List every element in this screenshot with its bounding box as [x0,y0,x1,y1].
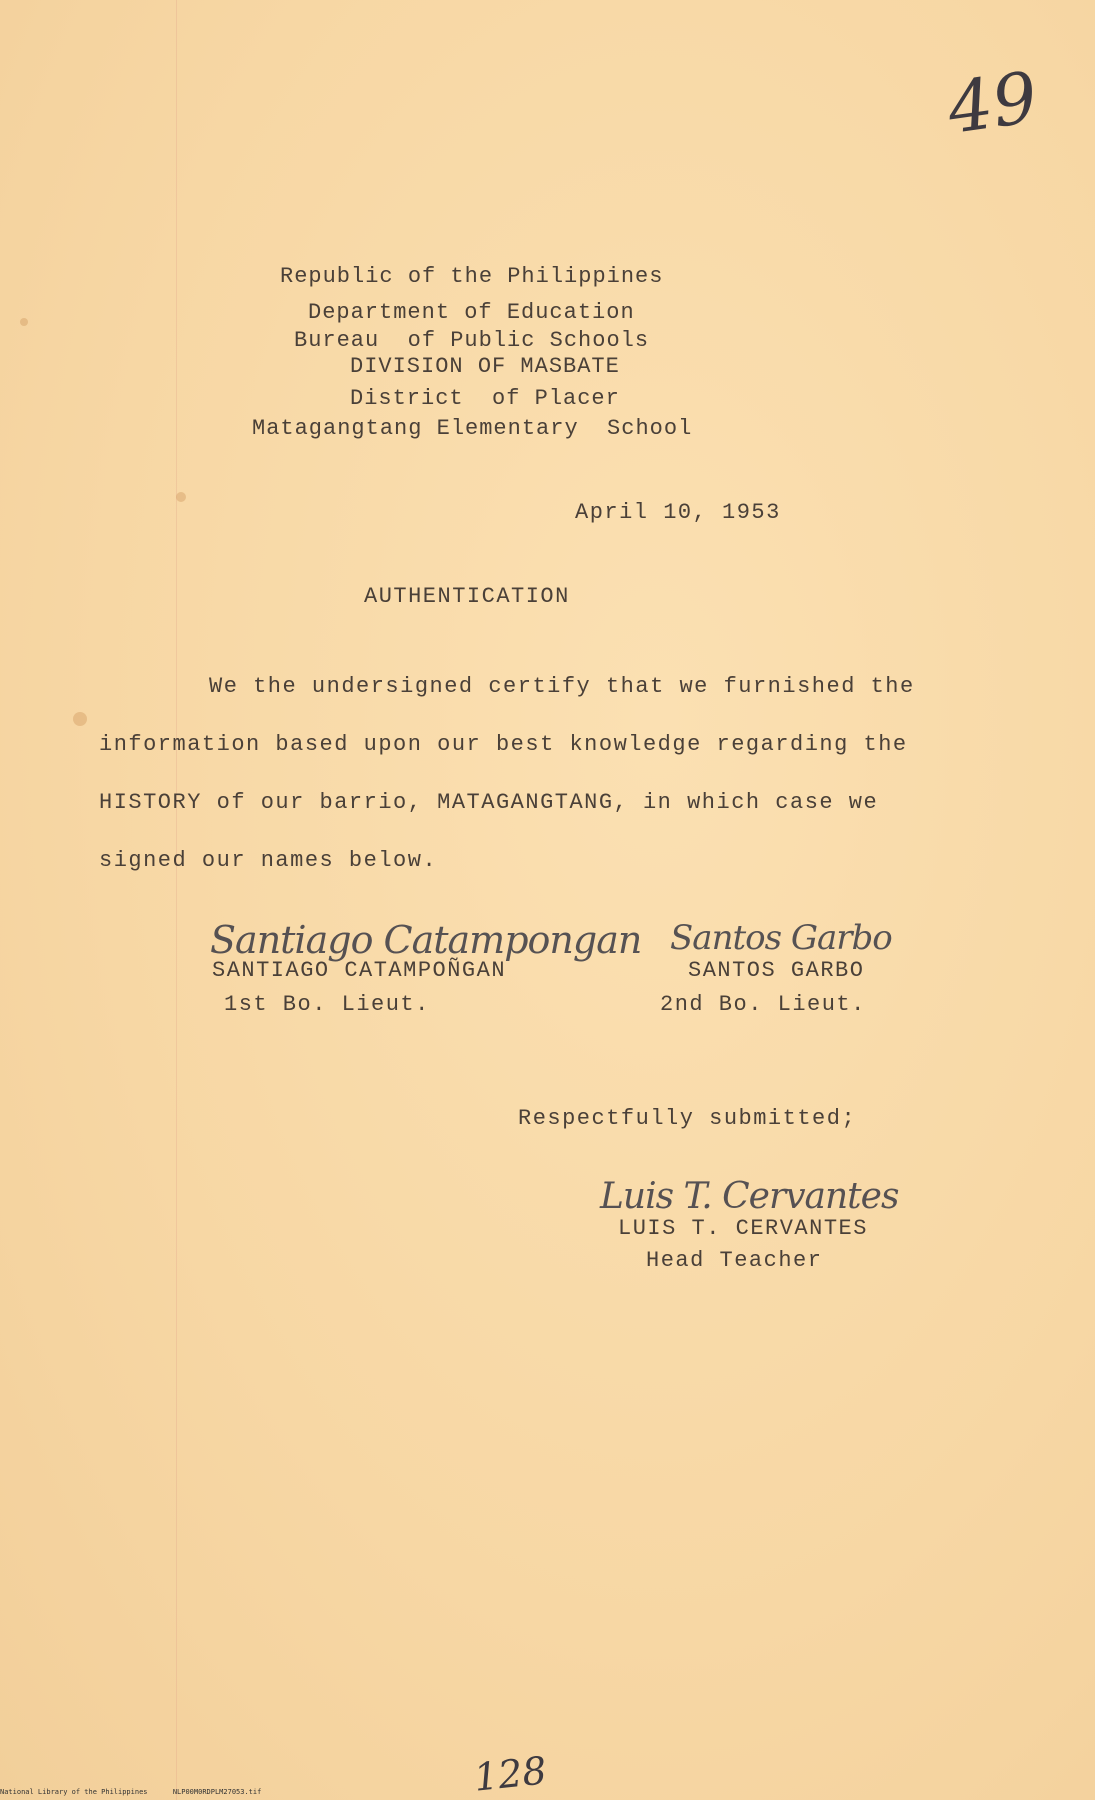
document-date: April 10, 1953 [575,500,781,525]
margin-rule [176,0,177,1800]
header-district: District of Placer [350,386,620,411]
submitter-title: Head Teacher [646,1248,823,1273]
paper-stain [20,318,28,326]
footer-credit: National Library of the Philippines [0,1788,148,1796]
body-line-4: signed our names below. [99,848,438,873]
signatory-title-2: 2nd Bo. Lieut. [660,992,866,1017]
document-title: AUTHENTICATION [364,584,570,609]
header-school: Matagangtang Elementary School [252,416,693,441]
handwritten-footer-number: 128 [471,1748,549,1800]
paper-stain [176,492,186,502]
header-department: Department of Education [308,300,635,325]
paper-stain [73,712,87,726]
signatory-title-1: 1st Bo. Lieut. [224,992,430,1017]
signatory-name-1: SANTIAGO CATAMPOÑGAN [212,958,507,983]
header-bureau: Bureau of Public Schools [294,328,650,353]
body-line-3: HISTORY of our barrio, MATAGANGTANG, in which case we [99,790,879,815]
signatory-name-2: SANTOS GARBO [688,958,865,983]
signature-catampongan: Santiago Catampongan [210,918,642,962]
body-line-1: We the undersigned certify that we furnished the [209,674,915,699]
signature-cervantes: Luis T. Cervantes [600,1176,899,1217]
signature-garbo: Santos Garbo [670,918,892,958]
body-line-2: information based upon our best knowledge regarding the [99,732,908,757]
footer-file: NLP00M0RDPLM27053.tif [172,1788,262,1796]
archive-footer [0,1788,261,1796]
submitter-name: LUIS T. CERVANTES [618,1216,868,1241]
closing-text: Respectfully submitted; [518,1106,857,1131]
header-republic: Republic of the Philippines [280,264,664,289]
header-division: DIVISION OF MASBATE [350,354,620,379]
handwritten-page-number: 49 [942,56,1043,150]
